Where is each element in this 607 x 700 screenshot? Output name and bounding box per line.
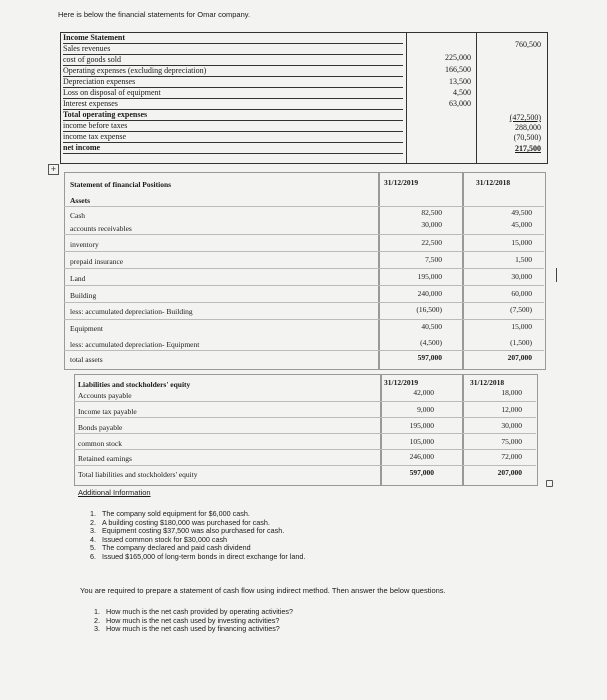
list-item: 2. A building costing $180,000 was purchased for cash. xyxy=(90,517,270,527)
asset-row-label: Building xyxy=(70,291,97,300)
column-header: 31/12/2019 xyxy=(384,178,419,187)
asset-row-value: 82,500 xyxy=(421,208,442,217)
income-statement xyxy=(60,32,548,164)
checkbox-icon[interactable] xyxy=(546,480,553,487)
asset-row-value: 195,000 xyxy=(417,272,442,281)
list-item: 1. How much is the net cash provided by operating activities? xyxy=(94,607,293,616)
income-row-value: 63,000 xyxy=(449,99,471,108)
asset-row-value: 60,000 xyxy=(511,289,532,298)
asset-row-label: less: accumulated depreciation- Equipment xyxy=(70,340,200,349)
list-item: 6. Issued $165,000 of long-term bonds in direct exchange for land. xyxy=(90,551,306,561)
asset-row-label: Cash xyxy=(70,211,85,220)
total-assets-value: 207,000 xyxy=(507,353,532,362)
asset-row-value: 40,500 xyxy=(421,322,442,331)
liabilities-title: Liabilities and stockholders' equity xyxy=(78,380,191,389)
liability-row-value: 246,000 xyxy=(409,452,434,461)
asset-row-label: less: accumulated depreciation- Building xyxy=(70,307,193,316)
financial-position-table xyxy=(64,172,544,368)
column-header: 31/12/2018 xyxy=(470,378,505,387)
resize-handle[interactable] xyxy=(556,268,557,282)
add-icon[interactable]: + xyxy=(48,164,59,175)
asset-row-value: 15,000 xyxy=(511,238,532,247)
total-liabilities-value: 597,000 xyxy=(409,468,434,477)
asset-row-value: 22,500 xyxy=(421,238,442,247)
liabilities-table xyxy=(74,374,536,484)
income-row-label: income before taxes xyxy=(63,121,403,132)
liability-row-value: 195,000 xyxy=(409,421,434,430)
total-assets-label: total assets xyxy=(70,355,103,364)
list-item: 5. The company declared and paid cash dividend xyxy=(90,543,251,552)
questions-list xyxy=(86,608,293,634)
income-statement-title: Income Statement xyxy=(63,33,403,44)
income-row-value: 166,500 xyxy=(445,65,471,74)
list-item: 1. The company sold equipment for $6,000 cash. xyxy=(90,509,250,518)
column-header: 31/12/2019 xyxy=(384,378,419,387)
income-row-value: 760,500 xyxy=(515,40,541,49)
list-item: 3. How much is the net cash used by financing activities? xyxy=(94,624,280,633)
income-row-label: Loss on disposal of equipment xyxy=(63,88,403,99)
asset-row-value: (1,500) xyxy=(510,338,532,347)
assets-heading: Assets xyxy=(70,196,90,205)
asset-row-label: accounts receivables xyxy=(70,224,132,233)
income-row-label: Operating expenses (excluding depreciation) xyxy=(63,66,403,77)
liability-row-value: 42,000 xyxy=(413,388,434,397)
income-row-value: (70,500) xyxy=(513,133,541,142)
additional-info-list xyxy=(82,510,305,561)
asset-row-label: Land xyxy=(70,274,86,283)
asset-row-value: 7,500 xyxy=(425,255,442,264)
list-item: 4. Issued common stock for $30,000 cash xyxy=(90,534,228,544)
requirement-text: You are required to prepare a statement of cash flow using indirect method. Then answer the below questions. xyxy=(80,586,446,595)
asset-row-label: prepaid insurance xyxy=(70,257,124,266)
asset-row-value: 15,000 xyxy=(511,322,532,331)
income-row-label: net income xyxy=(63,143,403,154)
liability-row-value: 30,000 xyxy=(501,421,522,430)
income-row-label: Interest expenses xyxy=(63,99,403,110)
asset-row-value: 240,000 xyxy=(417,289,442,298)
asset-row-label: Equipment xyxy=(70,324,103,333)
liability-row-label: Retained earnings xyxy=(78,454,132,463)
liability-row-value: 12,000 xyxy=(501,405,522,414)
list-item: 2. How much is the net cash used by investing activities? xyxy=(94,615,280,625)
total-assets-value: 597,000 xyxy=(417,353,442,362)
liability-row-label: Accounts payable xyxy=(78,391,132,400)
liability-row-label: Income tax payable xyxy=(78,407,137,416)
additional-info-heading: Additional Information xyxy=(78,488,151,497)
financial-position-title: Statement of financial Positions xyxy=(70,180,172,189)
income-row-value: 4,500 xyxy=(453,88,471,97)
total-liabilities-value: 207,000 xyxy=(497,468,522,477)
income-row-label: Sales revenues xyxy=(63,44,403,55)
liability-row-label: common stock xyxy=(78,439,122,448)
income-row-label: cost of goods sold xyxy=(63,55,403,66)
income-row-label: income tax expense xyxy=(63,132,403,143)
asset-row-value: 45,000 xyxy=(511,220,532,229)
income-row-value: 225,000 xyxy=(445,53,471,62)
asset-row-value: 30,000 xyxy=(511,272,532,281)
liability-row-value: 18,000 xyxy=(501,388,522,397)
asset-row-value: 30,000 xyxy=(421,220,442,229)
total-liabilities-label: Total liabilities and stockholders' equity xyxy=(78,470,198,479)
income-row-value: 217,500 xyxy=(515,144,541,153)
income-row-value: 13,500 xyxy=(449,77,471,86)
income-row-label: Total operating expenses xyxy=(63,110,403,121)
asset-row-value: (7,500) xyxy=(510,305,532,314)
column-header: 31/12/2018 xyxy=(476,178,511,187)
income-row-label: Depreciation expenses xyxy=(63,77,403,88)
asset-row-value: 1,500 xyxy=(515,255,532,264)
list-item: 3. Equipment costing $37,500 was also purchased for cash. xyxy=(90,526,285,535)
income-row-value: (472,500) xyxy=(509,113,541,122)
liability-row-value: 105,000 xyxy=(409,437,434,446)
asset-row-value: (16,500) xyxy=(416,305,442,314)
liability-row-value: 72,000 xyxy=(501,452,522,461)
liability-row-label: Bonds payable xyxy=(78,423,123,432)
income-row-value: 288,000 xyxy=(515,123,541,132)
liability-row-value: 9,000 xyxy=(417,405,434,414)
liability-row-value: 75,000 xyxy=(501,437,522,446)
intro-text: Here is below the financial statements for Omar company. xyxy=(58,10,251,19)
asset-row-value: (4,500) xyxy=(420,338,442,347)
asset-row-label: inventory xyxy=(70,240,99,249)
asset-row-value: 49,500 xyxy=(511,208,532,217)
